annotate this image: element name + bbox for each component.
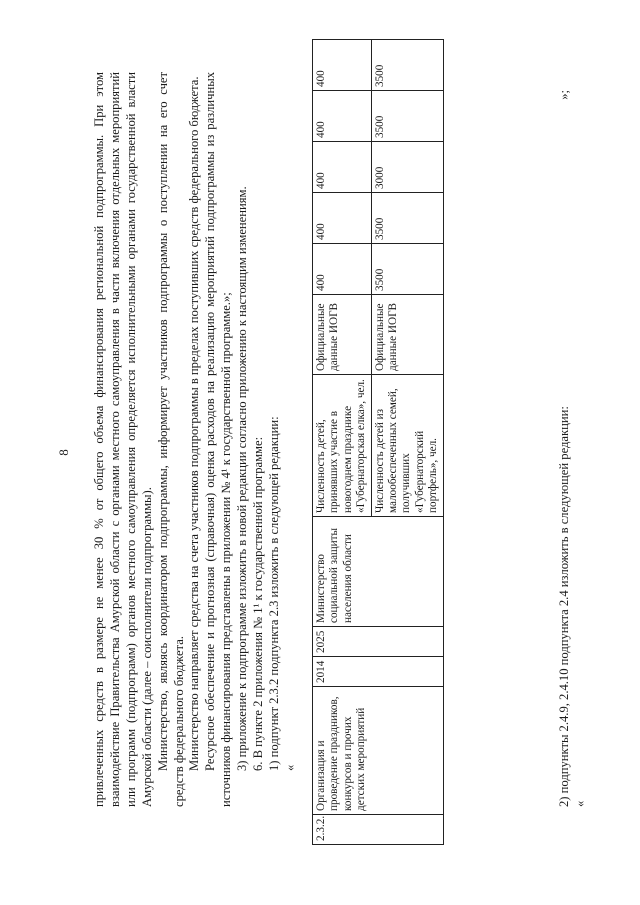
end-year-cell: 2025 <box>313 627 444 657</box>
value-cell: 3000 <box>371 142 443 193</box>
closing-quote: »; <box>557 90 571 100</box>
body-text <box>92 72 299 807</box>
after-table-text <box>556 72 588 807</box>
paragraph: Министерство, являясь координатором подпрограммы, информирует участников подпрограммы о поступлении на его счет средств федерального бюджета. <box>155 72 186 807</box>
indicator-name-cell: Численность детей, принявших участие в новогоднем празднике «Губернаторская елка», чел. <box>313 375 372 517</box>
value-cell: 400 <box>313 244 372 295</box>
paragraph: 6. В пункте 2 приложения № 1¹ к государственной программе: <box>251 436 266 771</box>
page-number: 8 <box>56 449 71 456</box>
paragraph: Министерство направляет средства на счета участников подпрограммы в пределах поступивших средств федерального бюджета. <box>187 76 202 771</box>
source-cell: Официальные данные ИОГВ <box>313 295 372 375</box>
opening-quote: « <box>573 800 587 807</box>
executor-cell: Министерство социальной защиты населения области <box>313 517 444 627</box>
title-cell: Организация и проведение праздников, конкурсов и прочих детских мероприятий <box>313 687 444 815</box>
value-cell: 400 <box>313 142 372 193</box>
value-cell: 400 <box>313 40 372 91</box>
value-cell: 3500 <box>371 91 443 142</box>
value-cell: 3500 <box>371 244 443 295</box>
table-row <box>313 40 372 845</box>
paragraph: Ресурсное обеспечение и прогнозная (справочная) оценка расходов на реализацию мероприятий подпрограммы из различных источников финансирования представлены в приложении № 4¹ к государственной программе.»; <box>203 72 234 807</box>
value-cell: 3500 <box>371 40 443 91</box>
value-cell: 400 <box>313 91 372 142</box>
row-number-cell: 2.3.2. <box>313 815 444 845</box>
opening-quote: « <box>282 764 297 771</box>
paragraph: 2) подпункты 2.4.9, 2.4.10 подпункта 2.4 изложить в следующей редакции: <box>557 406 571 807</box>
source-cell: Официальные данные ИОГВ <box>371 295 443 375</box>
value-cell: 3500 <box>371 193 443 244</box>
value-cell: 400 <box>313 193 372 244</box>
start-year-cell: 2014 <box>313 657 444 687</box>
indicator-name-cell: Численность детей из малообеспеченных семей, получивших «Губернаторский портфель», чел. <box>371 375 443 517</box>
paragraph: 1) подпункт 2.3.2 подпункта 2.3 изложить в следующей редакции: <box>266 416 281 771</box>
indicators-table <box>312 39 444 845</box>
paragraph: 3) приложение к подпрограмме изложить в новой редакции согласно приложению к настоящим изменениям. <box>235 186 250 771</box>
paragraph: привлеченных средств в размере не менее 30 % от общего объема финансирования региональной подпрограммы. При этом взаимодействие Правительства Амурской области с органами местного самоуправления в части включения отдельных мероприятий или программ (подпрограмм) органов местного самоуправления определяется исполнительными органами государственной власти Амурской области (далее – соисполнители подпрограммы). <box>92 72 154 807</box>
